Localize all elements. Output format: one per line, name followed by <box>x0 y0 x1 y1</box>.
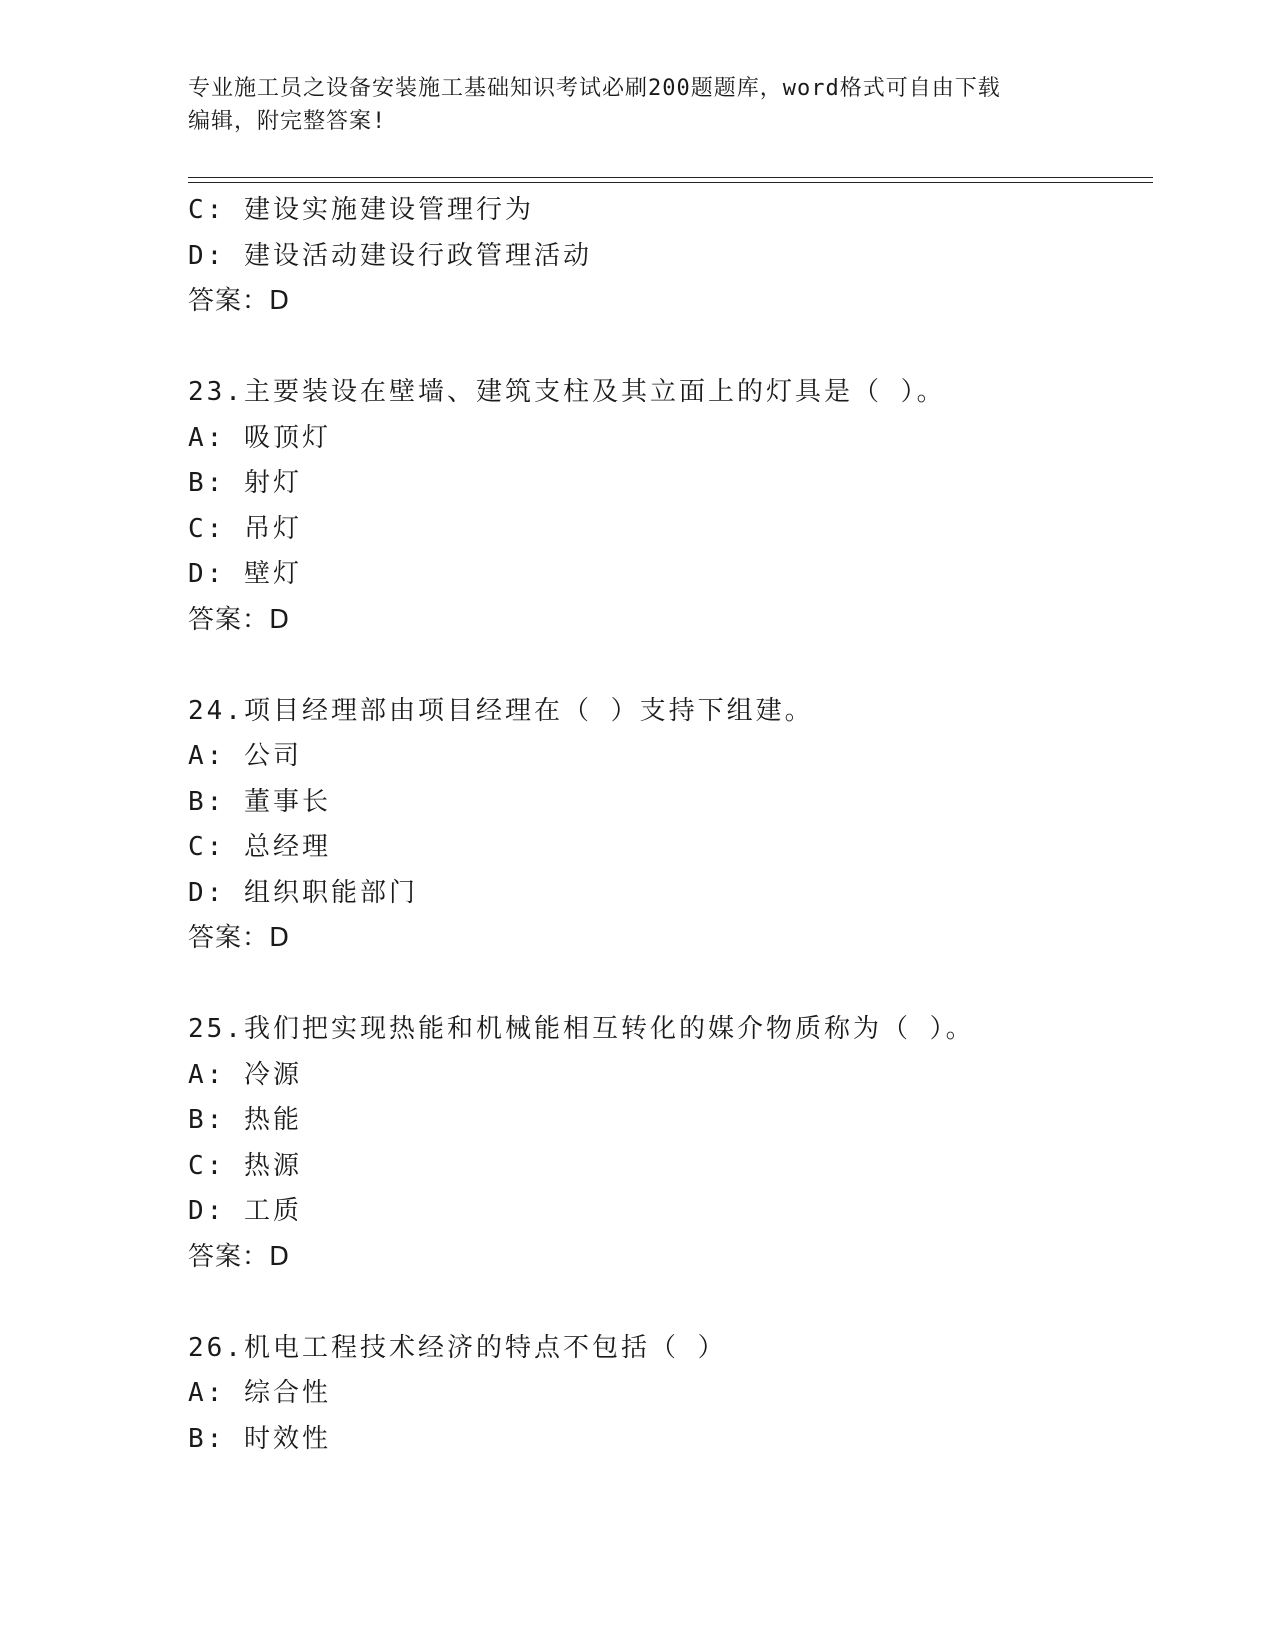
spacer <box>188 643 1153 689</box>
option-a: A: 综合性 <box>188 1378 331 1408</box>
option-c: C: 总经理 <box>188 832 331 862</box>
spacer <box>188 1280 1153 1326</box>
option-d: D: 建设活动建设行政管理活动 <box>188 240 592 271</box>
header-divider-top <box>188 177 1153 178</box>
option-a: A: 冷源 <box>188 1059 302 1090</box>
question-stem: 23.主要装设在壁墙、建筑支柱及其立面上的灯具是（ ）。 <box>188 377 946 407</box>
answer-line: 答案：D <box>188 286 291 316</box>
question-stem: 26.机电工程技术经济的特点不包括（ ） <box>188 1332 727 1363</box>
option-b: B: 时效性 <box>188 1423 331 1454</box>
spacer <box>188 325 1153 371</box>
answer-line: 答案：D <box>188 1241 291 1272</box>
document-header <box>188 72 1068 138</box>
option-b: B: 热能 <box>188 1105 302 1135</box>
option-b: B: 射灯 <box>188 468 302 498</box>
option-d: D: 组织职能部门 <box>188 877 418 908</box>
option-c: C: 吊灯 <box>188 513 302 544</box>
answer-line: 答案：D <box>188 923 291 953</box>
question-stem: 24.项目经理部由项目经理在（ ）支持下组建。 <box>188 695 814 726</box>
option-d: D: 工质 <box>188 1196 302 1226</box>
option-b: B: 董事长 <box>188 786 331 817</box>
header-line-2: 编辑，附完整答案! <box>188 109 387 134</box>
option-c: C: 建设实施建设管理行为 <box>188 195 534 225</box>
option-a: A: 吸顶灯 <box>188 422 331 453</box>
option-d: D: 壁灯 <box>188 559 302 589</box>
question-list <box>188 188 1153 1462</box>
spacer <box>188 962 1153 1008</box>
question-stem: 25.我们把实现热能和机械能相互转化的媒介物质称为（ ）。 <box>188 1014 975 1044</box>
option-c: C: 热源 <box>188 1150 302 1181</box>
option-a: A: 公司 <box>188 741 302 771</box>
header-divider-bottom <box>188 182 1153 183</box>
header-line-1: 专业施工员之设备安装施工基础知识考试必刷200题题库，word格式可自由下载 <box>188 76 1001 101</box>
answer-line: 答案：D <box>188 604 291 635</box>
